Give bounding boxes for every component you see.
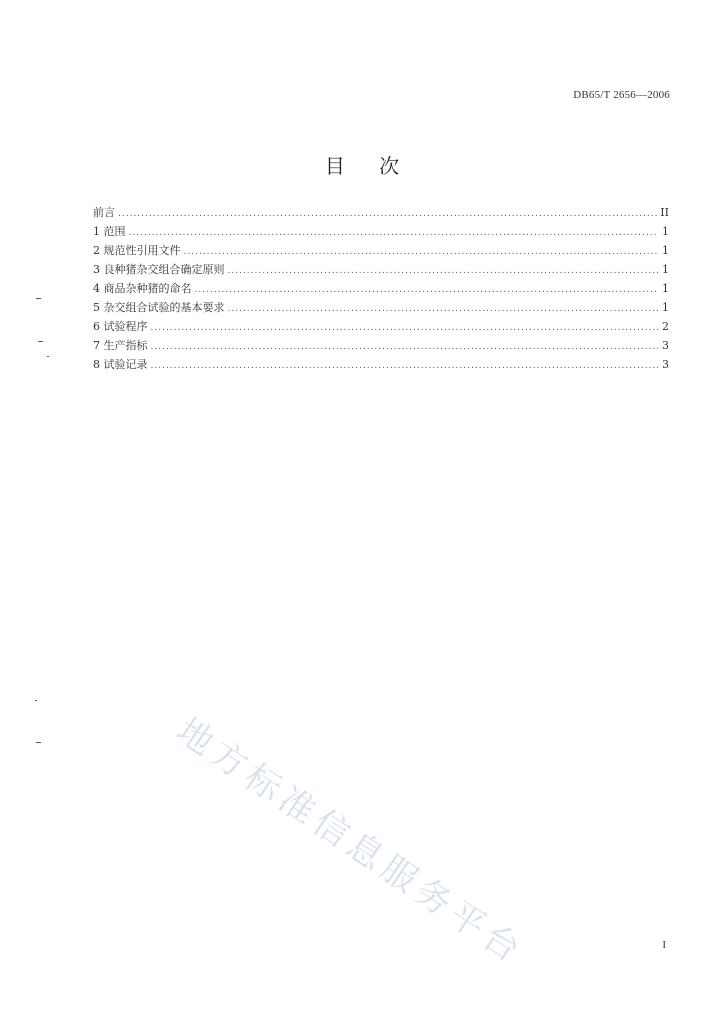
toc-entry-page: 3 [662,339,669,352]
toc-title [0,150,724,179]
toc-entry-page: 3 [662,358,669,371]
toc-entry-page: 1 [662,301,669,314]
toc-entry-label: 3 良种猪杂交组合确定原则 [93,263,225,276]
dot-leader [195,285,659,295]
toc-entry-normative-references[interactable] [93,242,669,261]
toc-entry-page: 1 [662,263,669,276]
dot-leader [228,266,659,276]
scan-speck [38,341,43,342]
toc-entry-label: 4 商品杂种猪的命名 [93,282,192,295]
toc-entry-scope[interactable] [93,223,669,242]
dot-leader [118,209,657,219]
scan-speck [36,742,41,743]
toc-entry-label: 8 试验记录 [93,358,148,371]
toc-entry-procedure[interactable] [93,318,669,337]
toc-entry-label: 5 杂交组合试验的基本要求 [93,301,225,314]
watermark: 地方标准信息服务平台 [169,710,532,974]
dot-leader [151,342,659,352]
scan-speck [35,700,37,701]
toc-entry-label: 6 试验程序 [93,320,148,333]
toc-entry-page: 1 [662,244,669,257]
dot-leader [228,304,659,314]
page-number: I [662,939,666,951]
toc-list [93,204,669,375]
toc-entry-production-indicators[interactable] [93,337,669,356]
toc-entry-page: II [660,206,669,219]
toc-entry-records[interactable] [93,356,669,375]
toc-entry-naming[interactable] [93,280,669,299]
dot-leader [151,361,659,371]
scan-speck [36,298,41,299]
toc-entry-basic-requirements[interactable] [93,299,669,318]
toc-title-char: 次 [379,154,400,178]
dot-leader [129,228,659,238]
toc-title-char: 目 [324,154,345,178]
toc-entry-label: 1 范围 [93,225,126,238]
toc-entry-page: 2 [662,320,669,333]
standard-code: DB65/T 2656—2006 [573,89,670,101]
toc-entry-label: 7 生产指标 [93,339,148,352]
toc-entry-principles[interactable] [93,261,669,280]
toc-entry-page: 1 [662,225,669,238]
toc-entry-foreword[interactable] [93,204,669,223]
scan-speck [47,356,49,357]
toc-entry-label: 前言 [93,206,115,219]
toc-entry-page: 1 [662,282,669,295]
dot-leader [151,323,659,333]
toc-entry-label: 2 规范性引用文件 [93,244,181,257]
dot-leader [184,247,659,257]
